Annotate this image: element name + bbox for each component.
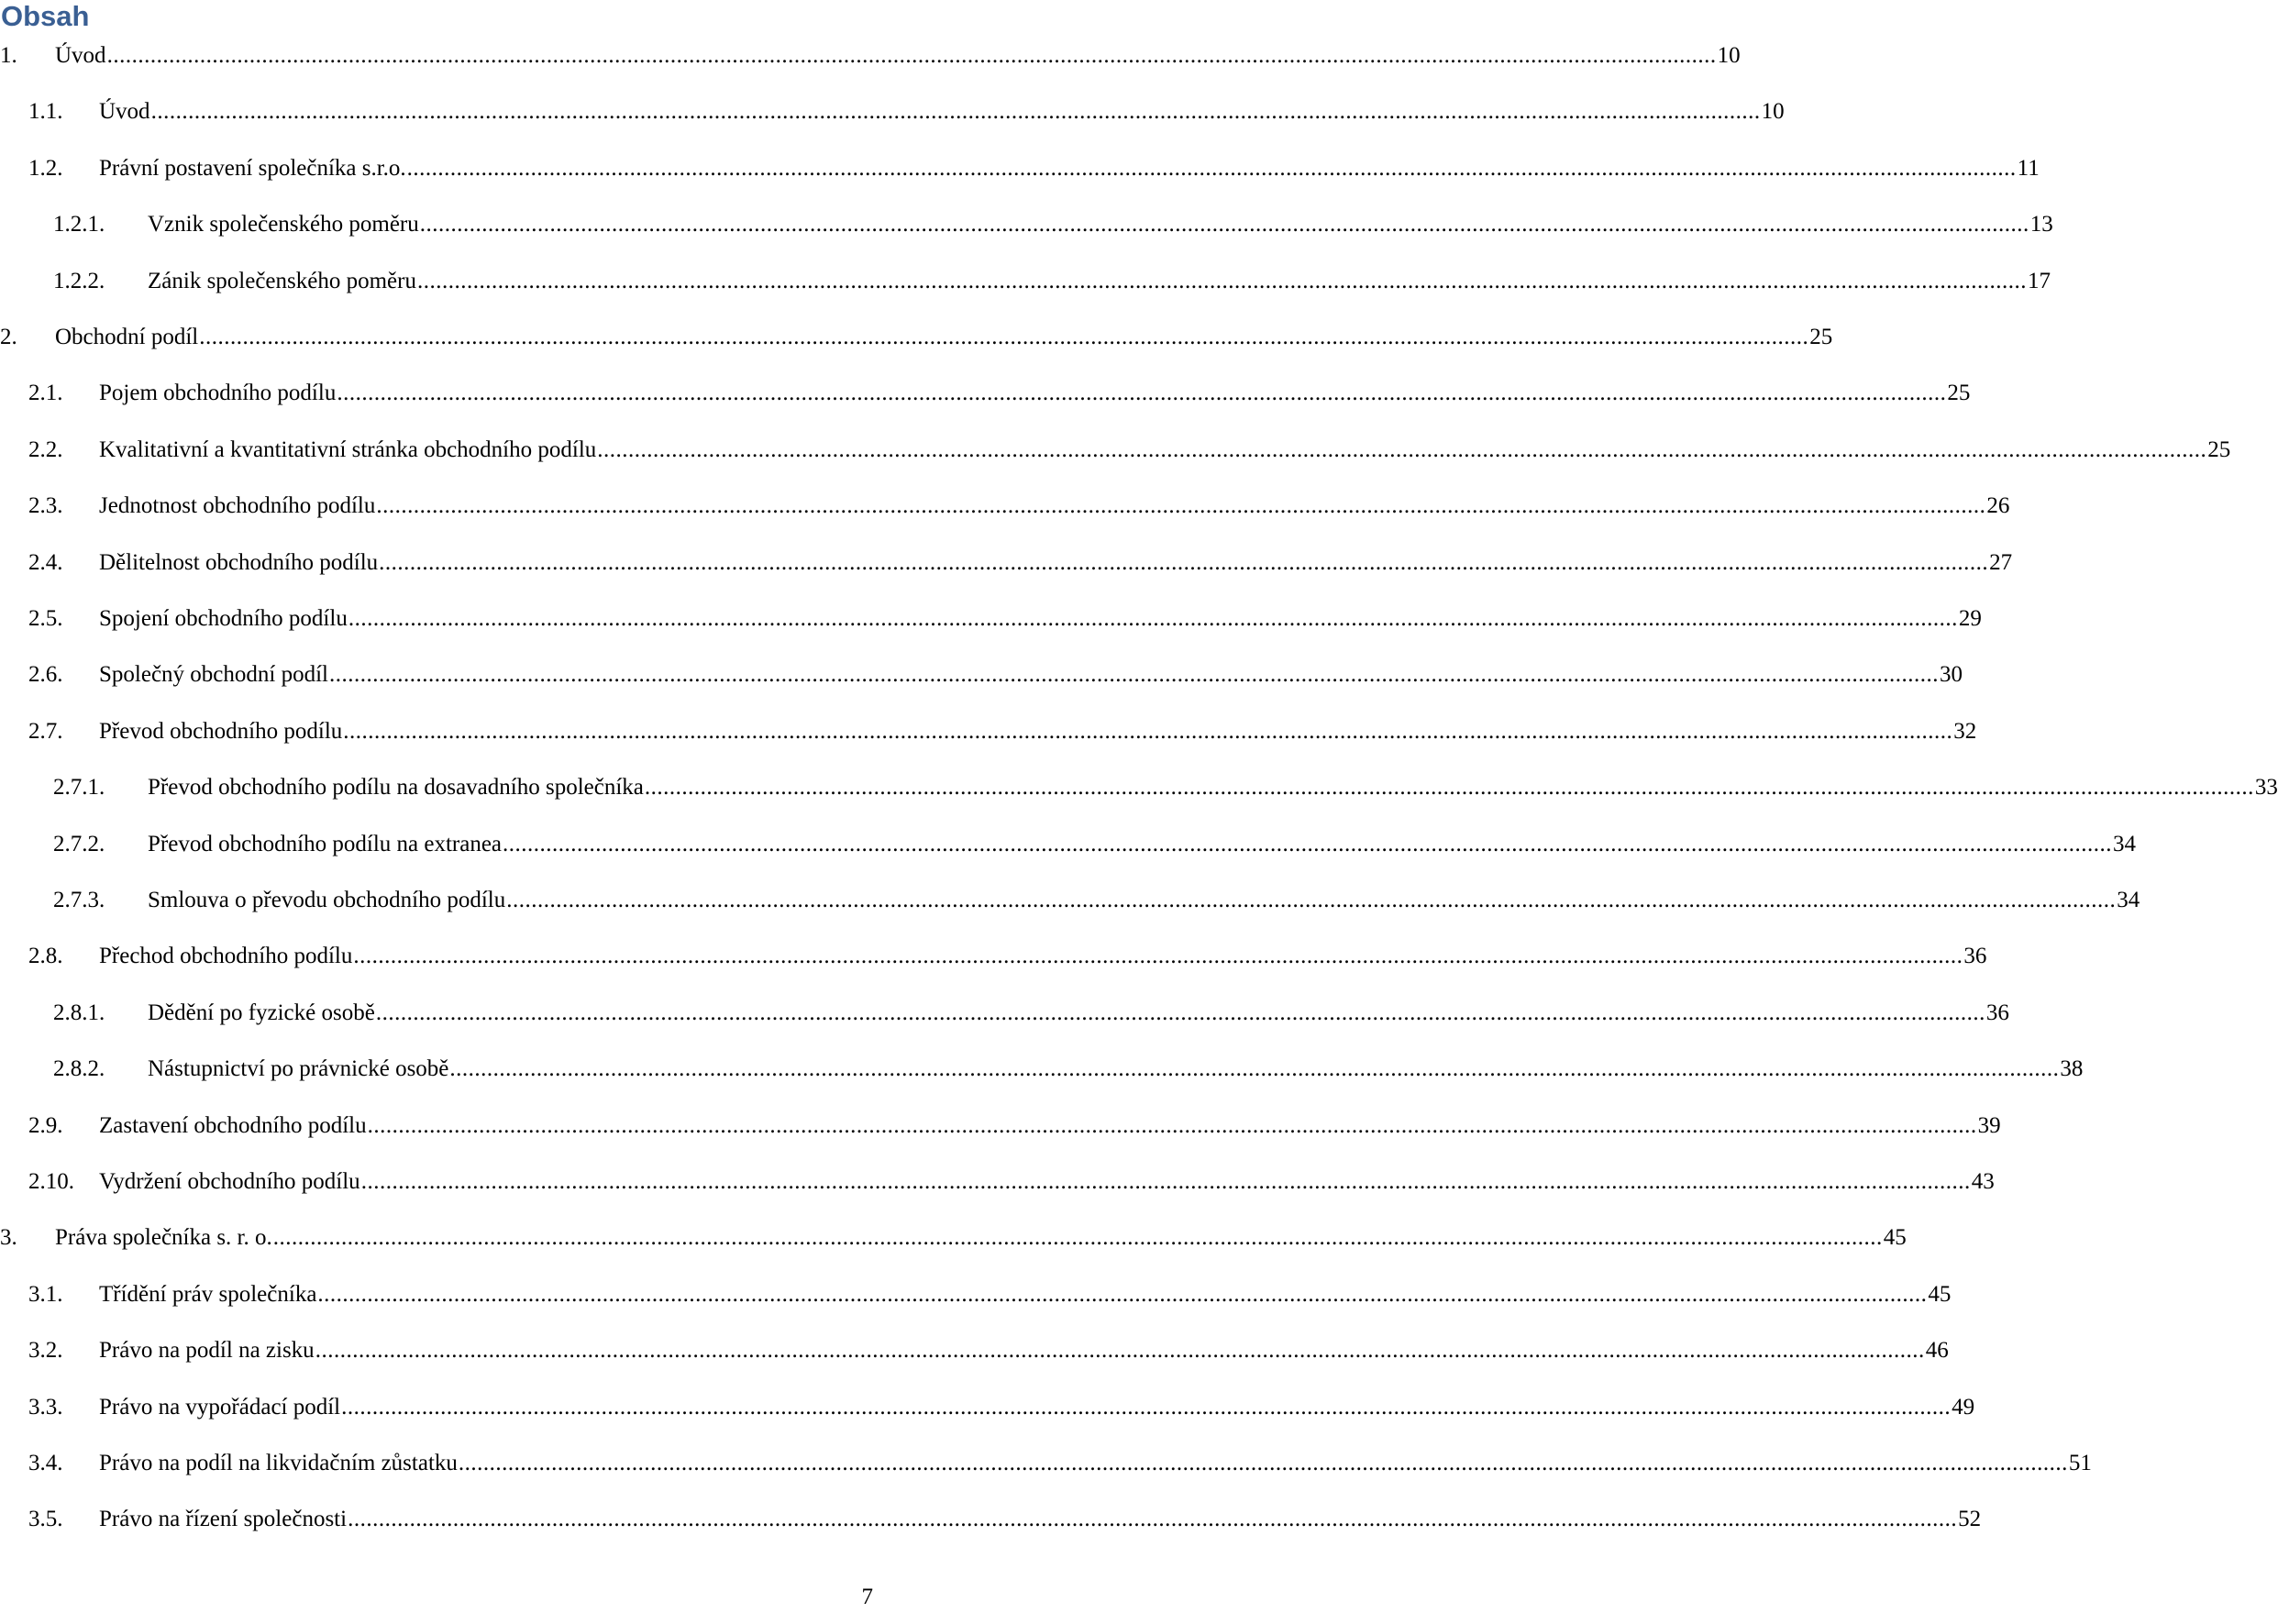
toc-entry-page: 27	[1988, 547, 2012, 579]
toc-entry-page: 39	[1977, 1110, 2001, 1142]
dot-leader: ....................................................................................................................................................................................................................................................................	[348, 1507, 1958, 1531]
toc-entry-label: Společný obchodní podíl	[99, 659, 329, 690]
dot-leader: ....................................................................................................................................................................................................................................................................	[375, 1000, 1985, 1025]
toc-entry-number: 1.	[0, 43, 17, 68]
dot-leader: ....................................................................................................................................................................................................................................................................	[150, 99, 1761, 124]
toc-entry[interactable]	[0, 491, 2010, 522]
toc-entry[interactable]	[0, 209, 2053, 240]
toc-entry-page: 33	[2254, 772, 2278, 803]
toc-entry-number: 1.2.	[28, 156, 63, 181]
toc-entry-page: 49	[1951, 1392, 1974, 1423]
dot-leader: ....................................................................................................................................................................................................................................................................	[343, 719, 1953, 744]
dot-leader: ....................................................................................................................................................................................................................................................................	[379, 550, 1989, 575]
toc-entry[interactable]	[0, 885, 2140, 916]
dot-leader: ....................................................................................................................................................................................................................................................................	[458, 1451, 2068, 1475]
toc-entry-page: 45	[1883, 1222, 1907, 1254]
page-title: Obsah	[1, 0, 90, 32]
toc-entry-page: 34	[2116, 885, 2140, 916]
dot-leader: ....................................................................................................................................................................................................................................................................	[367, 1113, 1977, 1138]
toc-entry-label: Dědění po fyzické osobě	[148, 998, 376, 1029]
dot-leader: ....................................................................................................................................................................................................................................................................	[353, 944, 1963, 968]
dot-leader: ....................................................................................................................................................................................................................................................................	[376, 493, 1986, 518]
toc-entry-page: 38	[2059, 1054, 2083, 1085]
toc-entry-label: Právo na vypořádací podíl	[99, 1392, 341, 1423]
dot-leader: ....................................................................................................................................................................................................................................................................	[317, 1282, 1928, 1307]
page-number: 7	[861, 1585, 873, 1609]
toc-entry[interactable]	[0, 435, 2231, 466]
toc-entry-page: 36	[1963, 941, 1986, 972]
toc-entry-number: 2.7.	[28, 719, 63, 744]
toc-entry[interactable]	[0, 322, 1833, 353]
toc-entry-label: Jednotnost obchodního podílu	[99, 491, 376, 522]
toc-entry-page: 17	[2027, 266, 2051, 297]
toc-entry-page: 30	[1939, 659, 1963, 690]
dot-leader: ....................................................................................................................................................................................................................................................................	[416, 269, 2027, 293]
toc-entry-number: 3.1.	[28, 1282, 63, 1307]
dot-leader: ....................................................................................................................................................................................................................................................................	[328, 662, 1939, 687]
toc-entry[interactable]	[0, 1392, 1975, 1423]
toc-entry-number: 1.2.1.	[53, 212, 105, 237]
dot-leader: ....................................................................................................................................................................................................................................................................	[199, 325, 1809, 349]
toc-entry-label: Právo na podíl na likvidačním zůstatku	[99, 1448, 459, 1479]
toc-entry-number: 2.	[0, 325, 17, 349]
toc-entry-page: 43	[1971, 1166, 1995, 1198]
dot-leader: ....................................................................................................................................................................................................................................................................	[449, 1056, 2060, 1081]
toc-entry-number: 3.3.	[28, 1395, 63, 1420]
toc-entry-number: 2.10.	[28, 1169, 74, 1194]
toc-entry-number: 2.6.	[28, 662, 63, 687]
dot-leader: ....................................................................................................................................................................................................................................................................	[360, 1169, 1971, 1194]
toc-entry-number: 2.9.	[28, 1113, 63, 1138]
toc-entry-label: Nástupnictví po právnické osobě	[148, 1054, 449, 1085]
toc-entry-number: 2.7.3.	[53, 888, 105, 912]
toc-entry-number: 1.1.	[28, 99, 63, 124]
toc-entry[interactable]	[0, 998, 2009, 1029]
toc-entry-number: 2.1.	[28, 381, 63, 405]
dot-leader: ....................................................................................................................................................................................................................................................................	[506, 888, 2117, 912]
toc-entry[interactable]	[0, 1110, 2001, 1142]
toc-entry-label: Obchodní podíl	[55, 322, 199, 353]
toc-entry-label: Zastavení obchodního podílu	[99, 1110, 368, 1142]
toc-entry[interactable]	[0, 772, 2278, 803]
toc-entry-page: 10	[1761, 96, 1785, 127]
toc-entry-label: Převod obchodního podílu na extranea	[148, 829, 503, 860]
toc-entry-number: 2.3.	[28, 493, 63, 518]
toc-entry-label: Pojem obchodního podílu	[99, 378, 337, 409]
toc-entry-page: 29	[1958, 603, 1982, 635]
toc-entry-number: 2.7.2.	[53, 832, 105, 856]
toc-entry-page: 13	[2029, 209, 2053, 240]
dot-leader: ....................................................................................................................................................................................................................................................................	[597, 437, 2207, 462]
toc-entry-label: Úvod	[55, 40, 107, 72]
toc-entry[interactable]	[0, 1335, 1949, 1366]
toc-entry-number: 3.4.	[28, 1451, 63, 1475]
toc-entry-number: 2.8.2.	[53, 1056, 105, 1081]
toc-entry-page: 25	[2206, 435, 2230, 466]
toc-entry-number: 2.8.	[28, 944, 63, 968]
toc-entry-page: 32	[1952, 716, 1976, 747]
dot-leader: ....................................................................................................................................................................................................................................................................	[644, 775, 2254, 800]
toc-entry[interactable]	[0, 1504, 1982, 1535]
toc-entry-page: 10	[1717, 40, 1741, 72]
toc-entry-page: 26	[1985, 491, 2009, 522]
dot-leader: ....................................................................................................................................................................................................................................................................	[106, 43, 1717, 68]
toc-entry-page: 46	[1925, 1335, 1949, 1366]
toc-entry-label: Úvod	[99, 96, 151, 127]
toc-entry[interactable]	[0, 1166, 1995, 1198]
toc-entry-page: 34	[2112, 829, 2136, 860]
toc-entry-label: Třídění práv společníka	[99, 1279, 317, 1310]
toc-entry-number: 2.2.	[28, 437, 63, 462]
toc-entry-number: 2.4.	[28, 550, 63, 575]
toc-entry[interactable]	[0, 659, 1963, 690]
toc-entry-label: Převod obchodního podílu	[99, 716, 343, 747]
toc-entry-label: Právo na podíl na zisku	[99, 1335, 315, 1366]
toc-entry-number: 3.	[0, 1225, 17, 1250]
toc-entry[interactable]	[0, 1222, 1907, 1254]
toc-entry[interactable]	[0, 1279, 1952, 1310]
toc-entry-page: 11	[2017, 153, 2040, 184]
toc-entry-page: 51	[2068, 1448, 2092, 1479]
toc-entry-number: 2.7.1.	[53, 775, 105, 800]
toc-entry-label: Vydržení obchodního podílu	[99, 1166, 361, 1198]
toc-entry-label: Právní postavení společníka s.r.o.	[99, 153, 407, 184]
toc-entry[interactable]	[0, 1448, 2092, 1479]
dot-leader: ....................................................................................................................................................................................................................................................................	[272, 1225, 1883, 1250]
toc-entry-label: Převod obchodního podílu na dosavadního společníka	[148, 772, 645, 803]
toc-entry-page: 36	[1985, 998, 2009, 1029]
toc-entry-label: Smlouva o převodu obchodního podílu	[148, 885, 506, 916]
toc-entry[interactable]	[0, 829, 2137, 860]
toc-entry-number: 2.8.1.	[53, 1000, 105, 1025]
toc-entry[interactable]	[0, 547, 2013, 579]
toc-entry-label: Právo na řízení společnosti	[99, 1504, 348, 1535]
toc-entry[interactable]	[0, 40, 1741, 72]
dot-leader: ....................................................................................................................................................................................................................................................................	[337, 381, 1947, 405]
dot-leader: ....................................................................................................................................................................................................................................................................	[503, 832, 2113, 856]
toc-entry[interactable]	[0, 716, 1977, 747]
toc-entry[interactable]	[0, 266, 2051, 297]
toc-entry[interactable]	[0, 378, 1971, 409]
toc-entry-page: 52	[1957, 1504, 1981, 1535]
dot-leader: ....................................................................................................................................................................................................................................................................	[348, 606, 1958, 631]
dot-leader: ....................................................................................................................................................................................................................................................................	[406, 156, 2017, 181]
toc-entry[interactable]	[0, 96, 1785, 127]
toc-entry[interactable]	[0, 941, 1987, 972]
dot-leader: ....................................................................................................................................................................................................................................................................	[419, 212, 2029, 237]
toc-entry-label: Vznik společenského poměru	[148, 209, 420, 240]
toc-entry-label: Práva společníka s. r. o.	[55, 1222, 273, 1254]
toc-entry-number: 3.5.	[28, 1507, 63, 1531]
toc-entry-label: Dělitelnost obchodního podílu	[99, 547, 379, 579]
toc-entry-label: Přechod obchodního podílu	[99, 941, 353, 972]
toc-entry-number: 2.5.	[28, 606, 63, 631]
dot-leader: ....................................................................................................................................................................................................................................................................	[315, 1338, 1925, 1363]
toc-entry-page: 45	[1927, 1279, 1951, 1310]
toc-entry[interactable]	[0, 1054, 2084, 1085]
toc-entry-number: 1.2.2.	[53, 269, 105, 293]
toc-entry-page: 25	[1808, 322, 1832, 353]
toc-entry[interactable]	[0, 153, 2040, 184]
toc-entry-label: Kvalitativní a kvantitativní stránka obchodního podílu	[99, 435, 597, 466]
dot-leader: ....................................................................................................................................................................................................................................................................	[341, 1395, 1952, 1420]
toc-entry-page: 25	[1946, 378, 1970, 409]
toc-entry-label: Zánik společenského poměru	[148, 266, 417, 297]
toc-entry-number: 3.2.	[28, 1338, 63, 1363]
toc-entry-label: Spojení obchodního podílu	[99, 603, 348, 635]
toc-entry[interactable]	[0, 603, 1982, 635]
